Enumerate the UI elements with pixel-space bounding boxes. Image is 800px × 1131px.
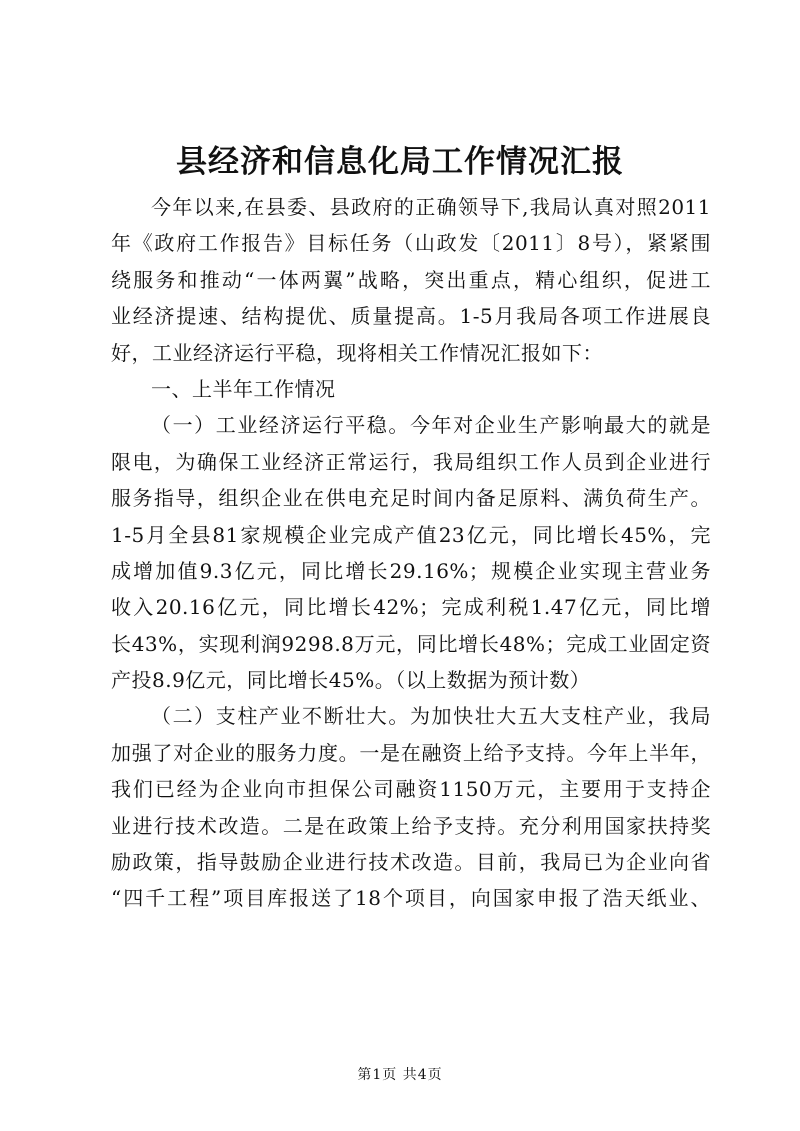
- text-line: 收入20.16亿元，同比增长42%；完成利税1.47亿元，同比增: [111, 595, 711, 620]
- text-line: 长43%，实现利润9298.8万元，同比增长48%；完成工业固定资: [111, 631, 711, 656]
- text-line: 绕服务和推动“一体两翼”战略，突出重点，精心组织，促进工: [111, 267, 711, 292]
- text-line: 好，工业经济运行平稳，现将相关工作情况汇报如下：: [111, 340, 603, 365]
- text-line: 1-5月全县81家规模企业完成产值23亿元，同比增长45%，完: [111, 522, 711, 547]
- section-heading-text: 一、上半年工作情况: [151, 376, 336, 401]
- section-heading: [111, 371, 711, 407]
- text-line: 励政策，指导鼓励企业进行技术改造。目前，我局已为企业向省: [111, 850, 711, 875]
- text-line: （一）工业经济运行平稳。今年对企业生产影响最大的就是: [151, 413, 711, 438]
- text-line: 服务指导，组织企业在供电充足时间内备足原料、满负荷生产。: [111, 486, 711, 511]
- text-line: 限电，为确保工业经济正常运行，我局组织工作人员到企业进行: [111, 449, 711, 474]
- paragraph: [111, 407, 711, 698]
- text-line: 加强了对企业的服务力度。一是在融资上给予支持。今年上半年，: [111, 740, 711, 765]
- text-line: 业进行技术改造。二是在政策上给予支持。充分利用国家扶持奖: [111, 813, 711, 838]
- text-line: 我们已经为企业向市担保公司融资1150万元，主要用于支持企: [111, 777, 711, 802]
- document-title: 县经济和信息化局工作情况汇报: [176, 144, 624, 180]
- text-line: （二）支柱产业不断壮大。为加快壮大五大支柱产业，我局: [151, 704, 711, 729]
- text-line: 产投8.9亿元，同比增长45%。（以上数据为预计数）: [111, 668, 591, 693]
- text-line: 今年以来,在县委、县政府的正确领导下,我局认真对照2011: [151, 195, 711, 219]
- text-line: 年《政府工作报告》目标任务（山政发〔2011〕8号），紧紧围: [111, 231, 711, 256]
- page-footer: 第1页 共4页: [357, 1067, 443, 1083]
- text-line: 成增加值9.3亿元，同比增长29.16%；规模企业实现主营业务: [111, 558, 711, 583]
- paragraph: [111, 698, 711, 916]
- document-body: [111, 189, 711, 917]
- text-line: 业经济提速、结构提优、质量提高。1-5月我局各项工作进展良: [111, 304, 711, 329]
- paragraph: [111, 189, 711, 371]
- text-line: “四千工程”项目库报送了18个项目，向国家申报了浩天纸业、: [111, 886, 711, 911]
